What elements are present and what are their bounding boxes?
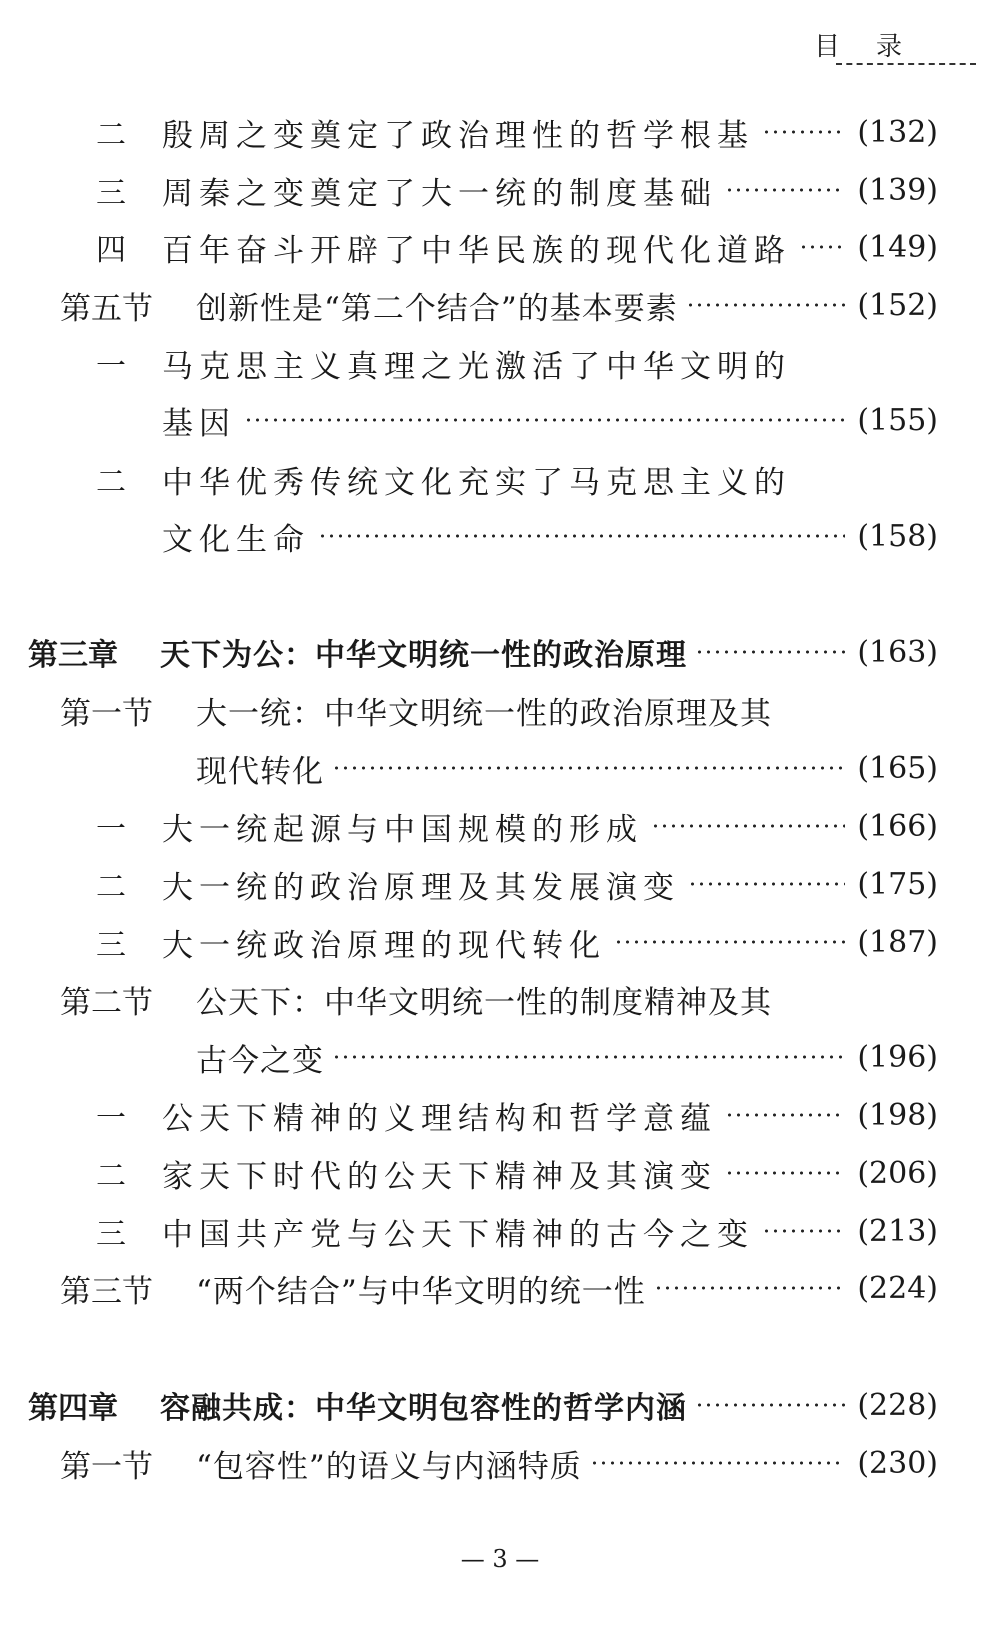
toc-section-entry[interactable] [60,977,938,1021]
toc-entry-page: (155) [857,402,938,438]
toc-dot-leader [695,1403,845,1407]
toc-section-number: 第一节 [60,1448,153,1485]
toc-entry-title: 公天下精神的义理结构和哲学意蕴 [162,1100,717,1137]
toc-entry[interactable] [96,804,938,848]
toc-entry-page: (230) [857,1445,938,1481]
toc-entry-page: (224) [857,1270,938,1306]
toc-section-title: 公天下：中华文明统一性的制度精神及其 [196,984,772,1021]
toc-entry[interactable] [96,457,938,501]
toc-entry-number: 一 [96,812,126,847]
toc-entry-page: (198) [857,1097,938,1133]
toc-dot-leader [688,882,845,886]
toc-section-title: “两个结合”与中华文明的统一性 [196,1273,646,1310]
toc-entry[interactable] [96,1093,938,1137]
toc-dot-leader [799,245,845,249]
toc-section-title: 现代转化 [196,753,324,790]
toc-entry-number: 四 [96,233,126,268]
toc-chapter-number: 第四章 [28,1391,118,1426]
toc-entry-page: (228) [857,1387,938,1423]
toc-entry-page: (166) [857,808,938,844]
toc-dot-leader [725,1171,845,1175]
toc-entry-page: (158) [857,518,938,554]
toc-entry-title: 马克思主义真理之光激活了中华文明的 [162,348,791,385]
toc-entry[interactable] [96,862,938,906]
toc-section-title: 古今之变 [196,1042,324,1079]
toc-section-title: 大一统：中华文明统一性的政治原理及其 [196,695,772,732]
toc-entry-title: 大一统政治原理的现代转化 [162,927,606,964]
toc-entry-continuation[interactable] [162,514,938,558]
toc-chapter-entry[interactable] [28,1383,938,1427]
toc-entry-number: 三 [96,1217,126,1252]
toc-entry-title: 周秦之变奠定了大一统的制度基础 [162,175,717,212]
toc-section-entry[interactable] [60,688,938,732]
toc-dot-leader [725,1113,845,1117]
toc-section-continuation[interactable] [196,746,938,790]
toc-section-entry[interactable] [60,283,938,327]
toc-entry-number: 二 [96,465,126,500]
toc-entry[interactable] [96,1151,938,1195]
toc-section-number: 第五节 [60,290,153,327]
toc-entry-title: 百年奋斗开辟了中华民族的现代化道路 [162,232,791,269]
toc-dot-leader [762,1229,845,1233]
toc-dot-leader [614,940,845,944]
toc-dot-leader [725,188,845,192]
toc-entry[interactable] [96,168,938,212]
toc-dot-leader [332,766,845,770]
toc-entry-number: 一 [96,1101,126,1136]
toc-chapter-title: 容融共成：中华文明包容性的哲学内涵 [160,1391,687,1426]
toc-dot-leader [651,824,845,828]
toc-entry-page: (139) [857,172,938,208]
toc-dot-leader [244,418,845,422]
toc-entry-page: (163) [857,634,938,670]
toc-section-continuation[interactable] [196,1035,938,1079]
toc-entry-page: (149) [857,229,938,265]
toc-entry-title: 文化生命 [162,521,310,558]
toc-entry-number: 一 [96,349,126,384]
toc-section-entry[interactable] [60,1441,938,1485]
toc-section-number: 第一节 [60,695,153,732]
toc-entry-number: 二 [96,118,126,153]
toc-entry-title: 大一统起源与中国规模的形成 [162,811,643,848]
toc-dot-leader [654,1286,846,1290]
toc-entry-number: 三 [96,928,126,963]
toc-dot-leader [332,1055,845,1059]
toc-entry-page: (196) [857,1039,938,1075]
toc-chapter-number: 第三章 [28,638,118,673]
toc-chapter-title: 天下为公：中华文明统一性的政治原理 [160,638,687,673]
toc-entry-title: 大一统的政治原理及其发展演变 [162,869,680,906]
page-number-footer: — 3 — [460,1545,540,1573]
toc-entry-title: 殷周之变奠定了政治理性的哲学根基 [162,117,754,154]
toc-entry-page: (132) [857,114,938,150]
toc-entry[interactable] [96,341,938,385]
toc-entry[interactable] [96,1209,938,1253]
toc-section-entry[interactable] [60,1266,938,1310]
toc-entry[interactable] [96,110,938,154]
toc-entry-page: (175) [857,866,938,902]
toc-entry-page: (165) [857,750,938,786]
toc-entry-page: (187) [857,924,938,960]
toc-dot-leader [590,1461,846,1465]
toc-section-number: 第三节 [60,1273,153,1310]
toc-entry-page: (213) [857,1213,938,1249]
toc-entry[interactable] [96,225,938,269]
toc-section-title: “包容性”的语义与内涵特质 [196,1448,582,1485]
toc-entry-number: 二 [96,870,126,905]
toc-entry-title: 中国共产党与公天下精神的古今之变 [162,1216,754,1253]
toc-entry-number: 二 [96,1159,126,1194]
toc-entry-continuation[interactable] [162,398,938,442]
toc-dot-leader [686,303,846,307]
toc-section-title: 创新性是“第二个结合”的基本要素 [196,290,678,327]
toc-entry-title: 中华优秀传统文化充实了马克思主义的 [162,464,791,501]
toc-entry-title: 基因 [162,405,236,442]
toc-entry-title: 家天下时代的公天下精神及其演变 [162,1158,717,1195]
toc-entry-page: (206) [857,1155,938,1191]
toc-chapter-entry[interactable] [28,630,938,674]
toc-entry[interactable] [96,920,938,964]
toc-section-number: 第二节 [60,984,153,1021]
toc-dot-leader [318,534,845,538]
toc-entry-number: 三 [96,176,126,211]
toc-dot-leader [695,650,845,654]
toc-entry-page: (152) [857,287,938,323]
toc-dot-leader [762,130,845,134]
running-header-title: 目录 [813,32,938,62]
